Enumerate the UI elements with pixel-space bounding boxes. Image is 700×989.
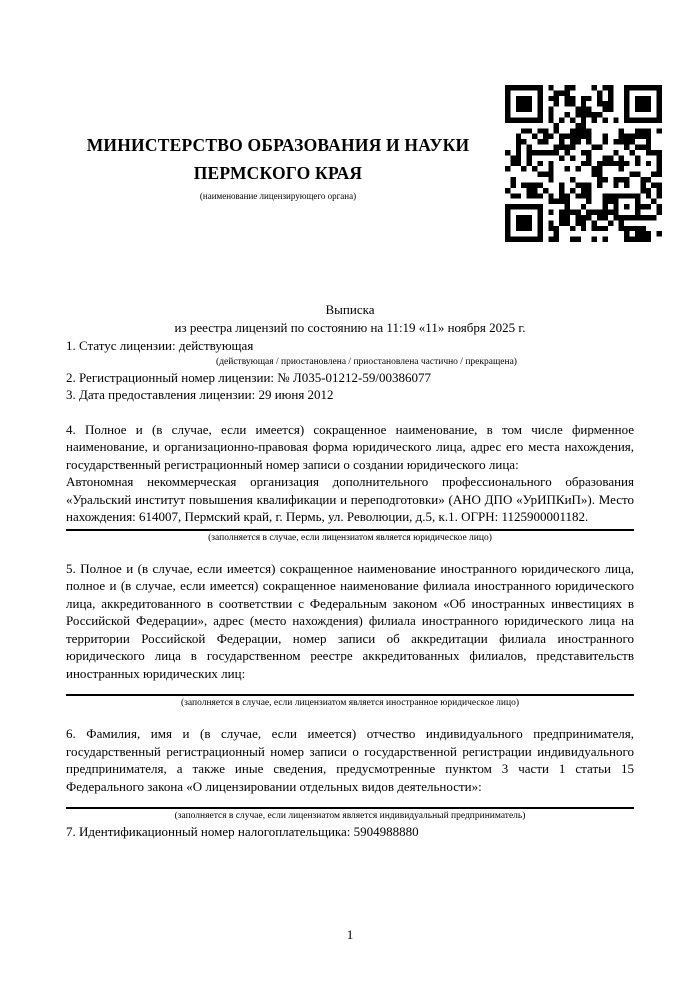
licensing-authority-caption: (наименование лицензирующего органа)	[199, 191, 357, 201]
item-7-taxpayer-number: 7. Идентификационный номер налогоплательщика: 5904988880	[66, 824, 419, 839]
item-4-legal-entity-value: Автономная некоммерческая организация дополнительного профессионального образования «Уральский институт повышения квалификации и переподготовки» (АНО ДПО «УрИПКиП»). Место нахождения: 614007, Пермский край, г. Пермь, ул. Революции, д.5, к.1. ОГРН: 1125900001182.	[66, 474, 634, 524]
item-4-heading: 4. Полное и (в случае, если имеется) сокращенное наименование, в том числе фирменное наименование, и организационно-правовая форма юридического лица, адрес его места нахождения, государственный регистрационный номер записи о создании юридического лица:	[66, 421, 634, 472]
item-6-heading: 6. Фамилия, имя и (в случае, если имеется) отчество индивидуального предпринимателя, государственный регистрационный номер записи о государственной регистрации индивидуального предпринимателя, а также иные сведения, предусмотренные пунктом 3 части 1 статьи 15 Федерального закона «О лицензировании отдельных видов деятельности»:	[66, 726, 634, 794]
document-body	[66, 301, 634, 841]
item-6-empty-field-line	[66, 807, 634, 809]
item-5-foreign-entity-section	[66, 560, 634, 711]
item-5-note: (заполняется в случае, если лицензиатом является иностранное юридическое лицо)	[181, 698, 519, 708]
item-1-license-status: 1. Статус лицензии: действующая	[66, 338, 254, 353]
qr-code-icon	[505, 85, 662, 242]
item-4-field-underline	[66, 529, 634, 531]
item-5-heading: 5. Полное и (в случае, если имеется) сокращенное наименование иностранного юридического лица, полное и (в случае, если имеется) сокращенное наименование филиала иностранного юридического лица, аккредитованного в соответствии с Федеральным законом «Об иностранных инвестициях в Российской Федерации», адрес (место нахождения) филиала иностранного юридического лица на территории Российской Федерации, номер записи об аккредитации филиала иностранного юридического лица в государственном реестре аккредитованных филиалов, представительств иностранных юридических лиц:	[66, 560, 634, 681]
ministry-name-line-2: ПЕРМСКОГО КРАЯ	[193, 163, 363, 183]
licensing-authority-header	[66, 131, 490, 202]
item-3-grant-date: 3. Дата предоставления лицензии: 29 июня 2012	[66, 387, 334, 402]
item-4-legal-entity-section	[66, 421, 634, 545]
document-title-line-1: Выписка	[325, 302, 375, 317]
item-2-registration-number: 2. Регистрационный номер лицензии: № Л035-01212-59/00386077	[66, 369, 432, 385]
item-6-entrepreneur-section	[66, 725, 634, 823]
item-4-note: (заполняется в случае, если лицензиатом является юридическое лицо)	[208, 532, 492, 543]
item-5-empty-field-line	[66, 694, 634, 696]
document-title	[66, 301, 634, 337]
ministry-name-line-1: МИНИСТЕРСТВО ОБРАЗОВАНИЯ И НАУКИ	[86, 135, 470, 155]
page-number: 1	[346, 927, 354, 942]
item-6-note: (заполняется в случае, если лицензиатом является индивидуальный предприниматель)	[174, 811, 526, 821]
document-title-line-2: из реестра лицензий по состоянию на 11:19 «11» ноября 2025 г.	[174, 320, 526, 335]
item-1-note: (действующая / приостановлена / приостановлена частично / прекращена)	[216, 356, 517, 367]
